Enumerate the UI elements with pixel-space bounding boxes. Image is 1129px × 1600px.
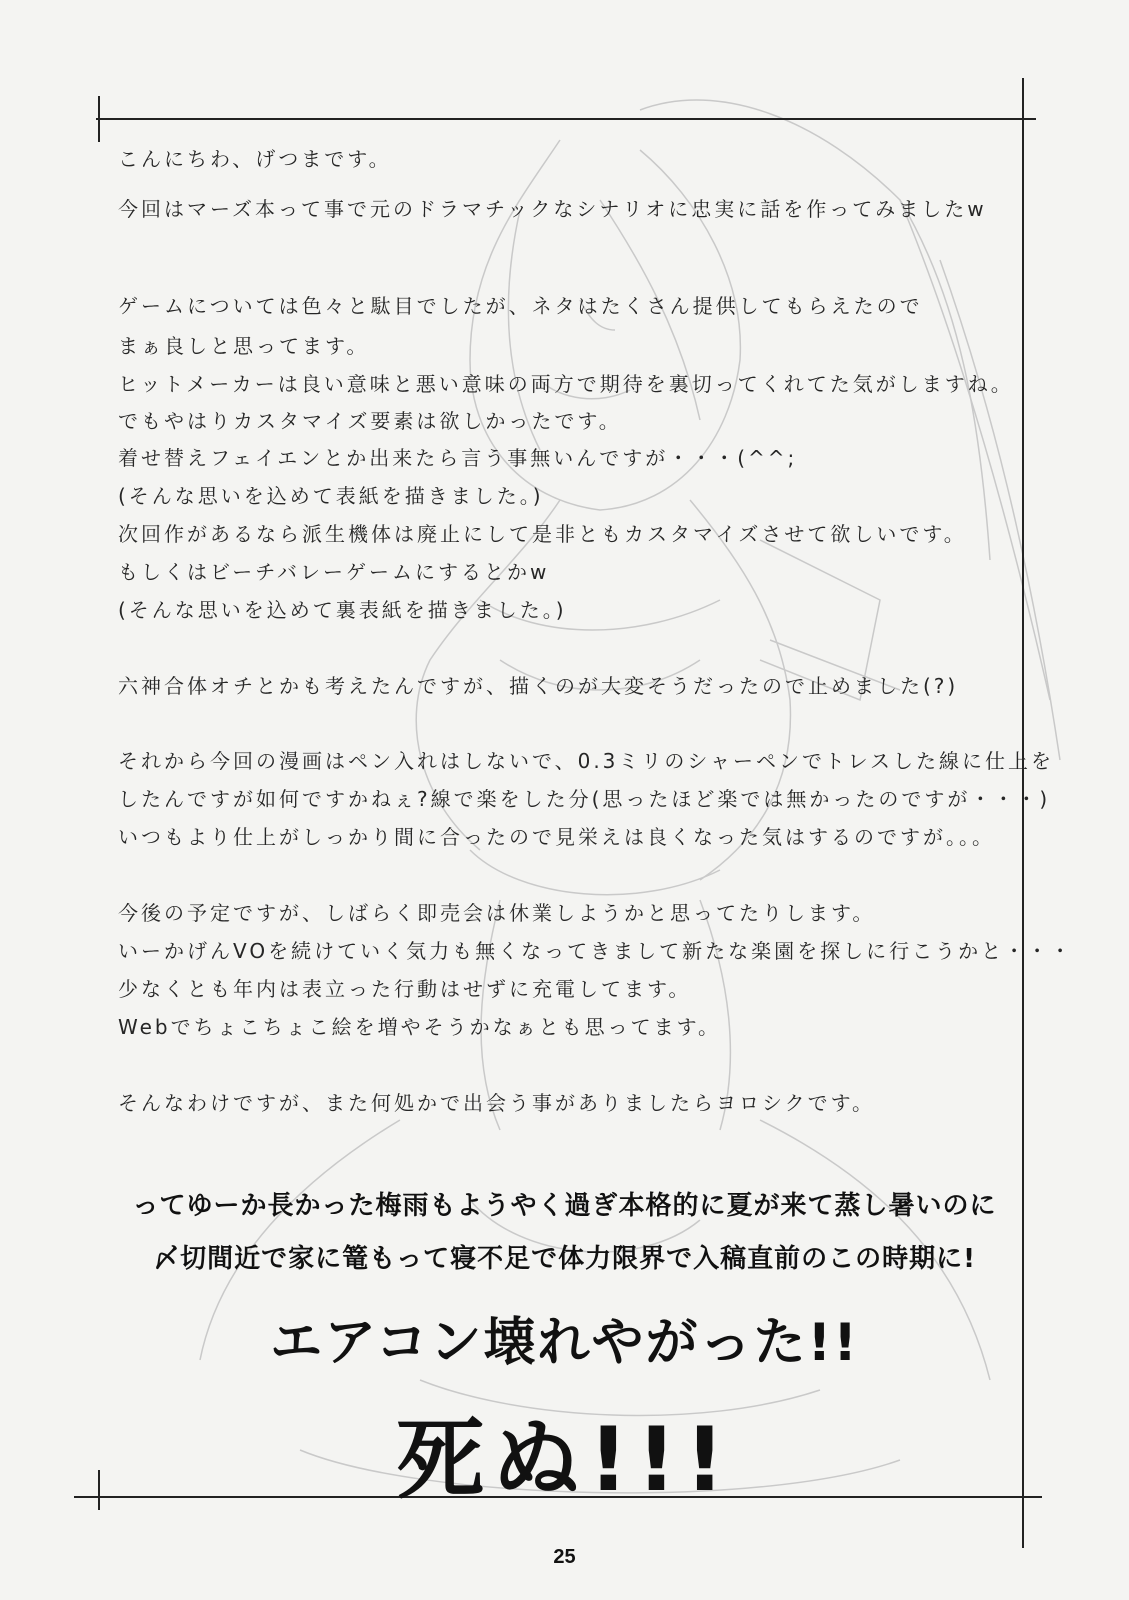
rant-line-2: 〆切間近で家に篭もって寝不足で体力限界で入稿直前のこの時期に! xyxy=(153,1244,976,1274)
body-line: まぁ良しと思ってます。 xyxy=(118,334,370,358)
body-line: (そんな思いを込めて表紙を描きました。) xyxy=(118,484,544,508)
body-line: いつもより仕上がしっかり間に合ったので見栄えは良くなった気はするのですが。。。 xyxy=(118,825,995,849)
body-line: したんですが如何ですかねぇ?線で楽をした分(思ったほど楽では無かったのですが・・・) xyxy=(118,787,1051,811)
body-line: 少なくとも年内は表立った行動はせずに充電してます。 xyxy=(118,977,692,1001)
top-rule xyxy=(96,118,1036,120)
rant-line-1: ってゆーか長かった梅雨もようやく過ぎ本格的に夏が来て蒸し暑いのに xyxy=(132,1191,997,1221)
body-line: Webでちょこちょこ絵を増やそうかなぁとも思ってます。 xyxy=(118,1015,722,1039)
page-number: 25 xyxy=(553,1546,576,1568)
rant-exclamation: 死ぬ!!! xyxy=(396,1408,733,1511)
body-line: 着せ替えフェイエンとか出来たら言う事無いんですが・・・(^^; xyxy=(118,446,798,470)
body-line: いーかげんVOを続けていく気力も無くなってきまして新たな楽園を探しに行こうかと・・・ xyxy=(118,939,1074,963)
body-line: でもやはりカスタマイズ要素は欲しかったです。 xyxy=(118,409,622,433)
top-left-tick xyxy=(98,96,100,142)
body-line: 今回はマーズ本って事で元のドラマチックなシナリオに忠実に話を作ってみましたw xyxy=(118,197,987,221)
body-line: 今後の予定ですが、しばらく即売会は休業しようかと思ってたりします。 xyxy=(118,901,876,925)
body-line: ゲームについては色々と駄目でしたが、ネタはたくさん提供してもらえたので xyxy=(118,294,923,318)
body-line: 六神合体オチとかも考えたんですが、描くのが大変そうだったので止めました(?) xyxy=(118,674,959,698)
body-line: (そんな思いを込めて裏表紙を描きました。) xyxy=(118,598,567,622)
body-line: それから今回の漫画はペン入れはしないで、0.3ミリのシャーペンでトレスした線に仕上を xyxy=(118,749,1055,773)
body-line: ヒットメーカーは良い意味と悪い意味の両方で期待を裏切ってくれてた気がしますね。 xyxy=(118,372,1014,396)
body-line: そんなわけですが、また何処かで出会う事がありましたらヨロシクです。 xyxy=(118,1091,875,1115)
rant-headline: エアコン壊れやがった!! xyxy=(270,1313,859,1373)
body-line: こんにちわ、げつまです。 xyxy=(118,147,392,171)
body-line: もしくはビーチバレーゲームにするとかw xyxy=(118,560,550,584)
body-line: 次回作があるなら派生機体は廃止にして是非ともカスタマイズさせて欲しいです。 xyxy=(118,522,967,546)
